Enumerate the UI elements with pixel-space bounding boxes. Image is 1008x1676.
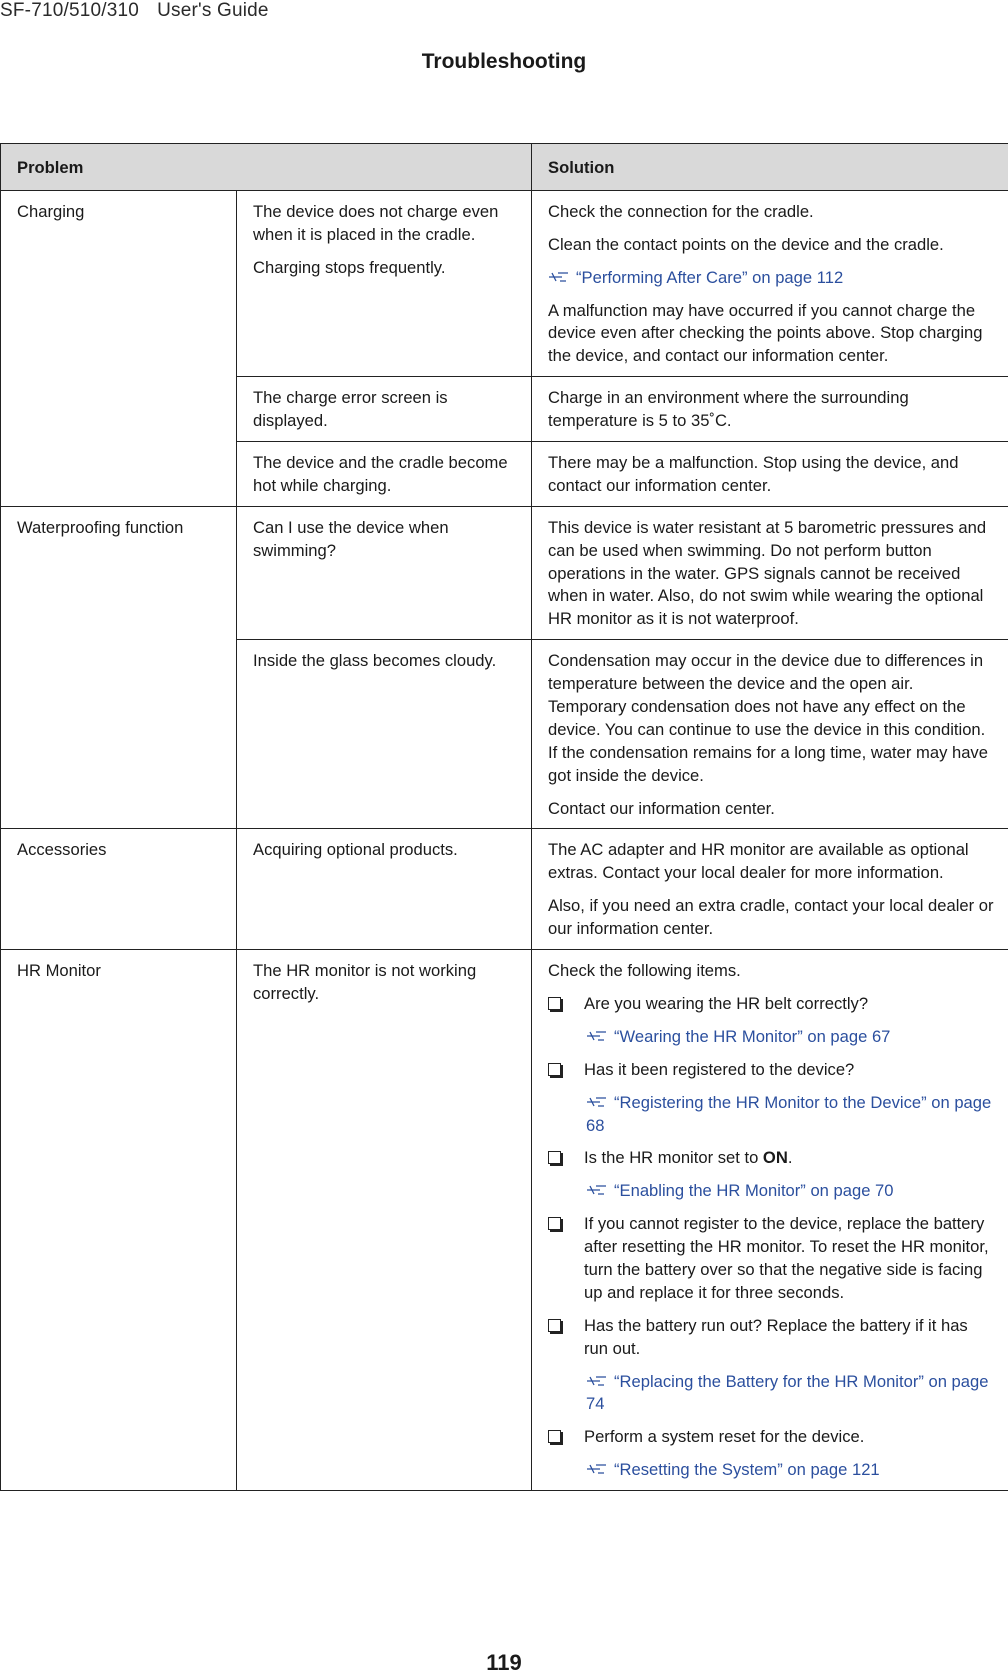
pointing-hand-icon xyxy=(586,1372,608,1386)
symptom-cell: Acquiring optional products. xyxy=(237,829,532,950)
problem-header: Problem xyxy=(1,144,532,191)
cross-reference-link[interactable]: “Performing After Care” on page 112 xyxy=(576,267,844,287)
checklist-item: If you cannot register to the device, replace the battery after resetting the HR monitor. To reset the HR monitor, turn the battery over so that the negative side is facing up and replace it for three seconds. xyxy=(548,1213,994,1305)
guide-name: User's Guide xyxy=(157,0,269,21)
symptom-text: Charging stops frequently. xyxy=(253,257,446,277)
symptom-cell: The HR monitor is not working correctly. xyxy=(237,950,532,1491)
checkbox-icon xyxy=(548,1319,561,1332)
checkbox-icon xyxy=(548,1217,561,1230)
checkbox-icon xyxy=(548,1151,561,1164)
pointing-hand-icon xyxy=(586,1027,608,1041)
solution-text: Clean the contact points on the device and the cradle. xyxy=(548,234,944,254)
troubleshooting-table xyxy=(0,143,1008,1491)
solution-cell xyxy=(532,950,1008,1491)
cross-reference-link[interactable]: “Enabling the HR Monitor” on page 70 xyxy=(614,1181,894,1201)
solution-text: Contact our information center. xyxy=(548,798,775,818)
symptom-cell: The device and the cradle become hot while charging. xyxy=(237,442,532,507)
solution-cell xyxy=(532,190,1008,376)
checklist-item: Is the HR monitor set to ON. xyxy=(548,1147,994,1170)
model-name: SF-710/510/310 xyxy=(0,0,140,21)
cross-reference-link[interactable]: “Resetting the System” on page 121 xyxy=(614,1460,880,1480)
solution-text: Check the connection for the cradle. xyxy=(548,201,814,221)
checklist-item: Perform a system reset for the device. xyxy=(548,1426,994,1449)
symptom-cell xyxy=(237,190,532,376)
table-row xyxy=(1,190,1008,376)
table-row xyxy=(1,950,1008,1491)
solution-cell xyxy=(532,640,1008,829)
checkbox-icon xyxy=(548,1063,561,1076)
symptom-cell: The charge error screen is displayed. xyxy=(237,377,532,442)
solution-cell xyxy=(532,829,1008,950)
checkbox-icon xyxy=(548,997,561,1010)
solution-text: A malfunction may have occurred if you cannot charge the device even after checking the points above. Stop charging the device, and contact our information center. xyxy=(548,300,983,366)
checklist-item: Has it been registered to the device? xyxy=(548,1059,994,1082)
solution-header: Solution xyxy=(532,144,1008,191)
symptom-cell: Can I use the device when swimming? xyxy=(237,506,532,639)
checkbox-icon xyxy=(548,1430,561,1443)
pointing-hand-icon xyxy=(548,268,570,282)
table-header-row xyxy=(1,144,1008,191)
symptom-cell: Inside the glass becomes cloudy. xyxy=(237,640,532,829)
solution-text: The AC adapter and HR monitor are available as optional extras. Contact your local dealer for more information. xyxy=(548,840,969,883)
pointing-hand-icon xyxy=(586,1093,608,1107)
cross-reference-link[interactable]: “Registering the HR Monitor to the Device” on page 68 xyxy=(586,1092,992,1135)
table-row xyxy=(1,506,1008,639)
solution-text: Check the following items. xyxy=(548,961,741,981)
checklist-item: Are you wearing the HR belt correctly? xyxy=(548,993,994,1016)
page-number: 119 xyxy=(486,1650,522,1675)
symptom-text: The device does not charge even when it is placed in the cradle. xyxy=(253,201,499,244)
solution-text: Also, if you need an extra cradle, contact your local dealer or our information center. xyxy=(548,896,994,939)
table-row xyxy=(1,829,1008,950)
pointing-hand-icon xyxy=(586,1460,608,1474)
category-accessories: Accessories xyxy=(1,829,237,950)
solution-cell: There may be a malfunction. Stop using the device, and contact our information center. xyxy=(532,442,1008,507)
checklist-item: Has the battery run out? Replace the battery if it has run out. xyxy=(548,1315,994,1361)
solution-cell: This device is water resistant at 5 barometric pressures and can be used when swimming. Do not perform button operations in the water. GPS signals cannot be received when in water. Also, do not swim while wearing the optional HR monitor as it is not waterproof. xyxy=(532,506,1008,639)
category-hr-monitor: HR Monitor xyxy=(1,950,237,1491)
category-waterproofing: Waterproofing function xyxy=(1,506,237,829)
category-charging: Charging xyxy=(1,190,237,506)
cross-reference-link[interactable]: “Replacing the Battery for the HR Monitor” on page 74 xyxy=(586,1371,989,1414)
solution-cell: Charge in an environment where the surrounding temperature is 5 to 35˚C. xyxy=(532,377,1008,442)
section-title: Troubleshooting xyxy=(421,50,587,73)
running-header xyxy=(0,0,269,22)
pointing-hand-icon xyxy=(586,1181,608,1195)
cross-reference-link[interactable]: “Wearing the HR Monitor” on page 67 xyxy=(614,1026,891,1046)
solution-text: Condensation may occur in the device due to differences in temperature between the device and the open air. Temporary condensation does not have any effect on the device. You can continue to use the device in this condition. If the condensation remains for a long time, water may have got inside the device. xyxy=(548,651,988,785)
